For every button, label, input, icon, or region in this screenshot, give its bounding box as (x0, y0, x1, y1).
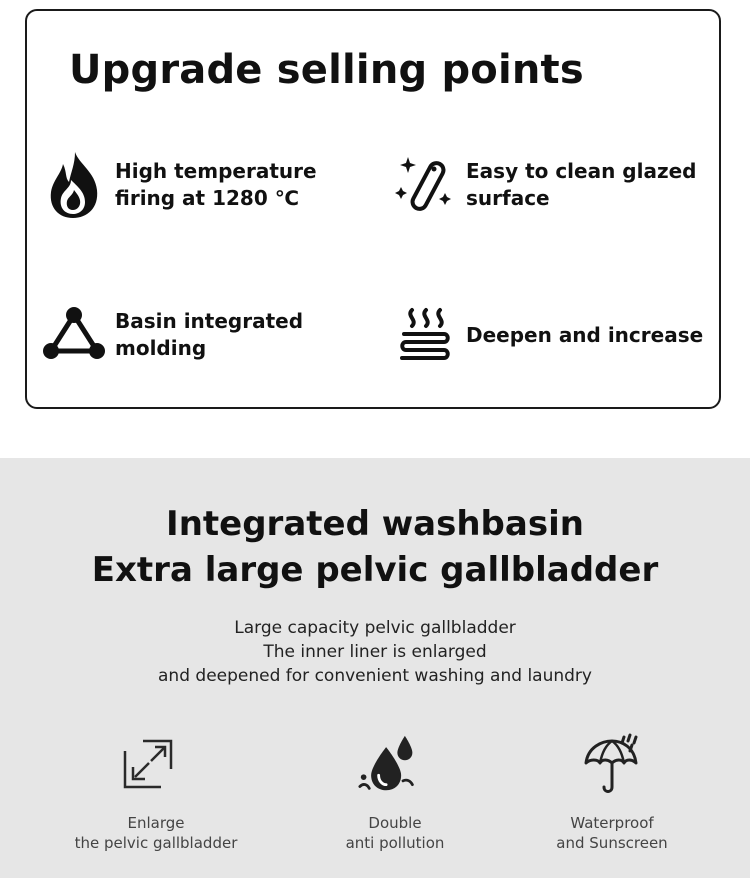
feature-deepen-increase (394, 299, 703, 371)
feature-text: Easy to clean glazed surface (466, 159, 697, 210)
enlarge-arrows-icon (118, 734, 178, 794)
feature-easy-clean (394, 149, 697, 221)
headline-line-2: Extra large pelvic gallbladder (91, 550, 659, 590)
card-title: Upgrade selling points (69, 47, 584, 93)
feature-text: Deepen and increase (466, 322, 704, 347)
feature-high-temperature (43, 149, 317, 221)
caption-line-1: Enlarge (127, 814, 185, 832)
umbrella-rain-icon (582, 734, 642, 794)
description-line-1: Large capacity pelvic gallbladder (234, 618, 516, 638)
feature-text: Basin integrated molding (115, 309, 304, 360)
caption-line-1: Double (368, 814, 422, 832)
water-drops-icon (358, 734, 418, 794)
caption-enlarge (36, 813, 276, 853)
caption-line-2: and Sunscreen (556, 834, 668, 852)
caption-line-1: Waterproof (570, 814, 654, 832)
caption-double (275, 813, 515, 853)
caption-line-2: the pelvic gallbladder (74, 834, 238, 852)
flame-icon (43, 149, 105, 221)
description-line-2: The inner liner is enlarged (263, 642, 487, 662)
washbasin-section (0, 458, 750, 878)
sparkle-clean-icon (394, 149, 456, 221)
steam-heat-icon (394, 299, 456, 371)
caption-line-2: anti pollution (345, 834, 445, 852)
selling-points-card (25, 9, 721, 409)
caption-waterproof (492, 813, 732, 853)
feature-text: High temperature firing at 1280 ℃ (115, 159, 317, 210)
headline-line-1: Integrated washbasin (166, 504, 584, 544)
triangle-nodes-icon (43, 299, 105, 371)
description-line-3: and deepened for convenient washing and laundry (158, 666, 592, 686)
feature-basin-molding (43, 299, 303, 371)
